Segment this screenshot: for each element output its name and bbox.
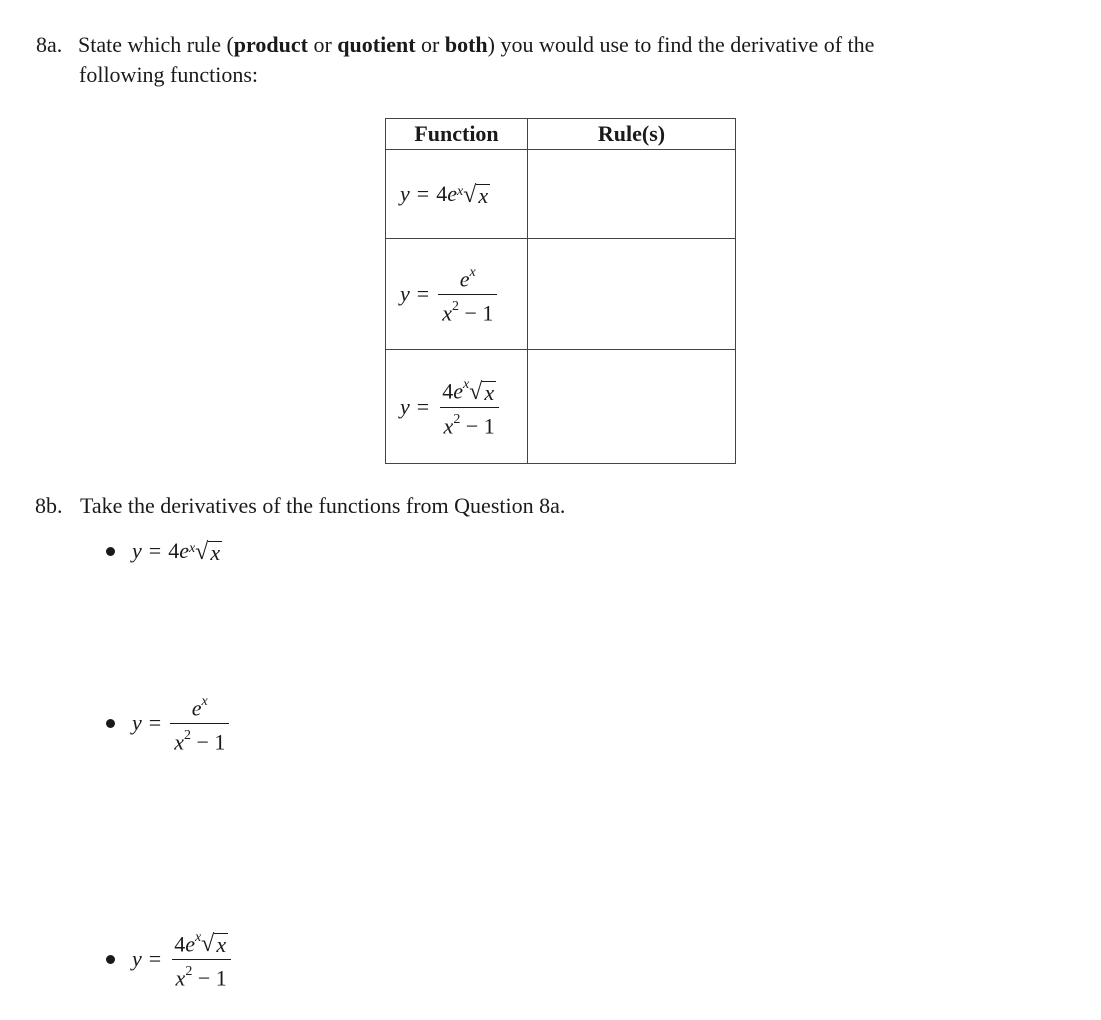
rule-answer-cell-3[interactable]	[528, 350, 736, 464]
question-8b-number: 8b.	[35, 493, 63, 518]
bullet-icon	[106, 719, 115, 728]
question-8a-line1	[36, 30, 1076, 60]
bullet-icon	[106, 955, 115, 964]
rules-table	[385, 118, 736, 464]
question-8a-text-after: ) you would use to find the derivative of the	[487, 32, 875, 57]
function-cell-2	[386, 239, 528, 350]
function-3: y = $4e^x$ √ x $x^2 - 1$	[386, 375, 500, 438]
table-row	[386, 350, 736, 464]
derivative-function-3: y = $4e^x$ √ x $x^2 - 1$	[132, 928, 232, 991]
function-cell-1	[386, 150, 528, 239]
question-8a-text-before: State which rule (	[78, 32, 234, 57]
derivative-function-1: y = 4 e $^x$ √ x	[132, 538, 221, 565]
table-row	[386, 150, 736, 239]
or-text-1: or	[307, 32, 338, 57]
rule-answer-cell-1[interactable]	[528, 150, 736, 239]
function-cell-3	[386, 350, 528, 464]
product-keyword: product	[233, 32, 308, 57]
function-1: y = 4 e $^x$ √ x	[400, 181, 489, 208]
rule-answer-cell-2[interactable]	[528, 239, 736, 350]
derivative-function-2: y = $\frac{e^x}{x^2 - 1}$	[132, 692, 229, 755]
question-8b-text: Take the derivatives of the functions from Question 8a.	[80, 493, 566, 518]
table-row	[386, 239, 736, 350]
question-8b	[35, 491, 565, 521]
question-8a	[36, 30, 1076, 90]
quotient-keyword: quotient	[337, 32, 416, 57]
bullet-icon	[106, 547, 115, 556]
function-2: y = $\frac{e^x}{x^2 - 1}$	[386, 263, 497, 326]
header-rules: Rule(s)	[528, 119, 736, 150]
list-item	[106, 692, 229, 755]
list-item	[106, 538, 222, 564]
both-keyword: both	[444, 32, 488, 57]
or-text-2: or	[415, 32, 445, 57]
header-function: Function	[386, 119, 528, 150]
question-8a-number: 8a.	[36, 32, 63, 57]
question-8a-line2: following functions:	[79, 62, 259, 87]
table-header-row	[386, 119, 736, 150]
list-item	[106, 928, 232, 991]
